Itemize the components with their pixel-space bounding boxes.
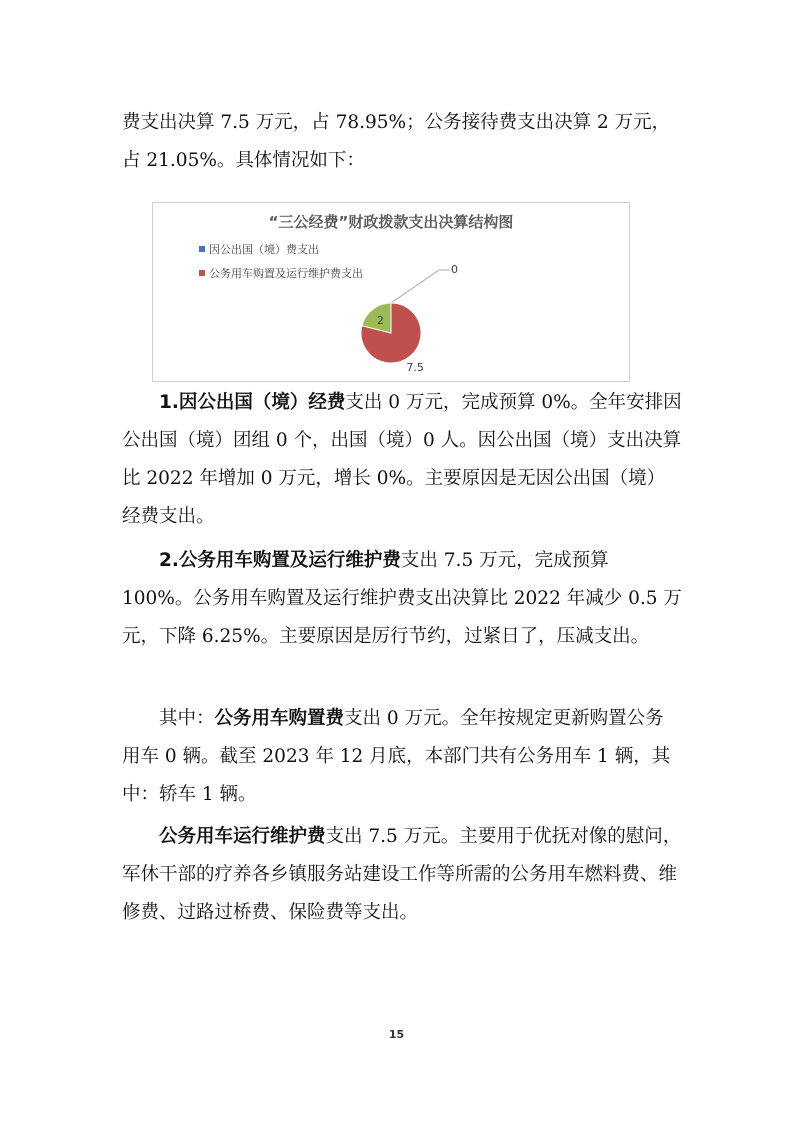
legend-label-vehicle: 公务用车购置及运行维护费支出 bbox=[209, 267, 363, 280]
data-label-other: 2 bbox=[376, 313, 384, 327]
paragraph-vehicle-text: 支出 7.5 万元，完成预算 100%。公务用车购置及运行维护费支出决算比 2022 年减少 0.5 万元，下降 6.25%。主要原因是厉行节约，过紧日了，压减支出。 bbox=[122, 550, 682, 647]
paragraph-overseas bbox=[122, 384, 682, 536]
legend-label-overseas: 因公出国（境）费支出 bbox=[209, 243, 319, 256]
paragraph-vehicle-purchase bbox=[122, 700, 682, 814]
chart-title: “三公经费”财政拨款支出决算结构图 bbox=[268, 213, 514, 231]
pie-svg bbox=[153, 203, 629, 381]
paragraph-intro bbox=[122, 104, 682, 180]
paragraph-vehicle-maintenance bbox=[122, 818, 682, 932]
paragraph-overseas-heading: 1.因公出国（境）经费 bbox=[159, 392, 346, 413]
paragraph-intro-text: 费支出决算 7.5 万元，占 78.95%；公务接待费支出决算 2 万元，占 21.05%。具体情况如下： bbox=[122, 112, 671, 171]
paragraph-vehicle-purchase-heading: 公务用车购置费 bbox=[214, 708, 345, 729]
page-number: 15 bbox=[388, 1028, 405, 1041]
paragraph-vehicle-purchase-text: 支出 0 万元。全年按规定更新购置公务用车 0 辆。截至 2023 年 12 月底，本部门共有公务用车 1 辆，其中：轿车 1 辆。 bbox=[122, 708, 671, 805]
pie-chart bbox=[152, 202, 630, 382]
paragraph-vehicle-heading: 2.公务用车购置及运行维护费 bbox=[159, 550, 401, 571]
data-label-vehicle: 7.5 bbox=[406, 360, 424, 374]
paragraph-vehicle-maintenance-heading: 公务用车运行维护费 bbox=[159, 826, 326, 847]
paragraph-vehicle bbox=[122, 542, 682, 656]
data-label-overseas: 0 bbox=[451, 263, 458, 276]
paragraph-overseas-text: 支出 0 万元，完成预算 0%。全年安排因公出国（境）团组 0 个，出国（境）0 人。因公出国（境）支出决算比 2022 年增加 0 万元，增长 0%。主要原因是无因公出国（境）经费支出。 bbox=[122, 392, 682, 527]
paragraph-vehicle-maintenance-text: 支出 7.5 万元。主要用于优抚对像的慰问，军休干部的疗养各乡镇服务站建设工作等所需的公务用车燃料费、维修费、过路过桥费、保险费等支出。 bbox=[122, 826, 682, 923]
paragraph-vehicle-purchase-prefix: 其中： bbox=[159, 708, 215, 729]
data-label-leader-line bbox=[391, 270, 449, 303]
